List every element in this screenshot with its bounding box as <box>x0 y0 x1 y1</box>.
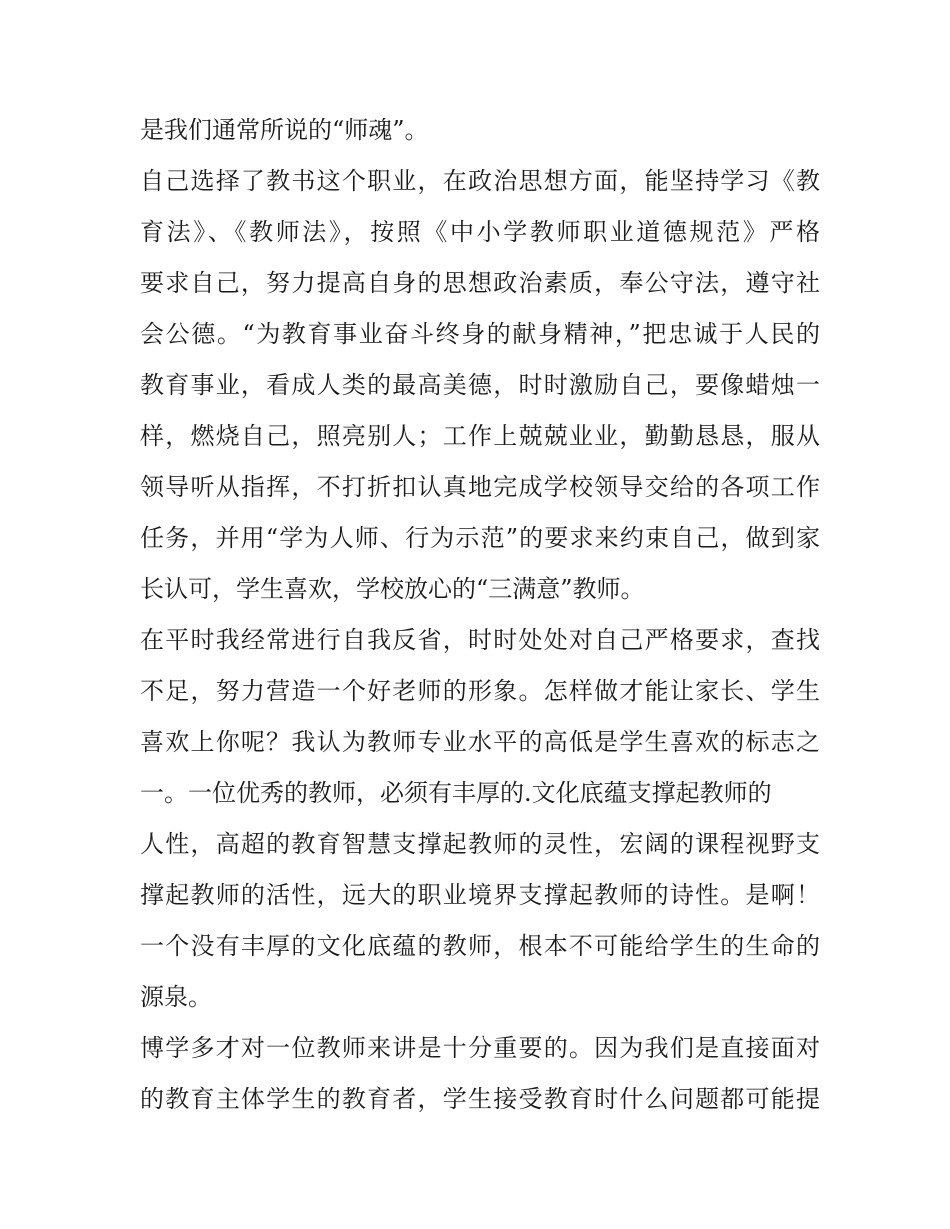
text-line: 撑起教师的活性，远大的职业境界支撑起教师的诗性。是啊！ <box>140 881 820 909</box>
text-line: 博学多才对一位教师来讲是十分重要的。因为我们是直接面对 <box>140 1034 820 1062</box>
text-line: 是我们通常所说的“师魂”。 <box>140 116 429 144</box>
text-line: 在平时我经常进行自我反省，时时处处对自己严格要求，查找 <box>140 626 820 654</box>
text-line: 样，燃烧自己，照亮别人；工作上兢兢业业，勤勤恳恳，服从 <box>140 422 820 450</box>
text-line: 喜欢上你呢？我认为教师专业水平的高低是学生喜欢的标志之 <box>140 728 820 756</box>
text-line: 不足，努力营造一个好老师的形象。怎样做才能让家长、学生 <box>140 677 820 705</box>
text-line: 的教育主体学生的教育者，学生接受教育时什么问题都可能提 <box>140 1085 820 1113</box>
text-line: 领导听从指挥，不打折扣认真地完成学校领导交给的各项工作 <box>140 473 820 501</box>
text-line: 教育事业，看成人类的最高美德，时时激励自己，要像蜡烛一 <box>140 371 820 399</box>
text-line: 育法》、《教师法》，按照《中小学教师职业道德规范》严格 <box>140 218 820 246</box>
text-line: 人性，高超的教育智慧支撑起教师的灵性，宏阔的课程视野支 <box>140 830 820 858</box>
text-line: 要求自己，努力提高自身的思想政治素质，奉公守法，遵守社 <box>140 269 820 297</box>
text-line: 一。一位优秀的教师，必须有丰厚的.文化底蕴支撑起教师的 <box>140 779 772 807</box>
text-line: 长认可，学生喜欢，学校放心的“三满意”教师。 <box>140 575 645 603</box>
text-line: 任务，并用“学为人师、行为示范”的要求来约束自己，做到家 <box>140 524 820 552</box>
text-line: 源泉。 <box>140 983 212 1011</box>
text-line: 自己选择了教书这个职业，在政治思想方面，能坚持学习《教 <box>140 167 820 195</box>
text-line: 会公德。“为教育事业奋斗终身的献身精神，”把忠诚于人民的 <box>140 320 820 348</box>
body-text <box>140 105 820 1125</box>
text-line: 一个没有丰厚的文化底蕴的教师，根本不可能给学生的生命的 <box>140 932 820 960</box>
